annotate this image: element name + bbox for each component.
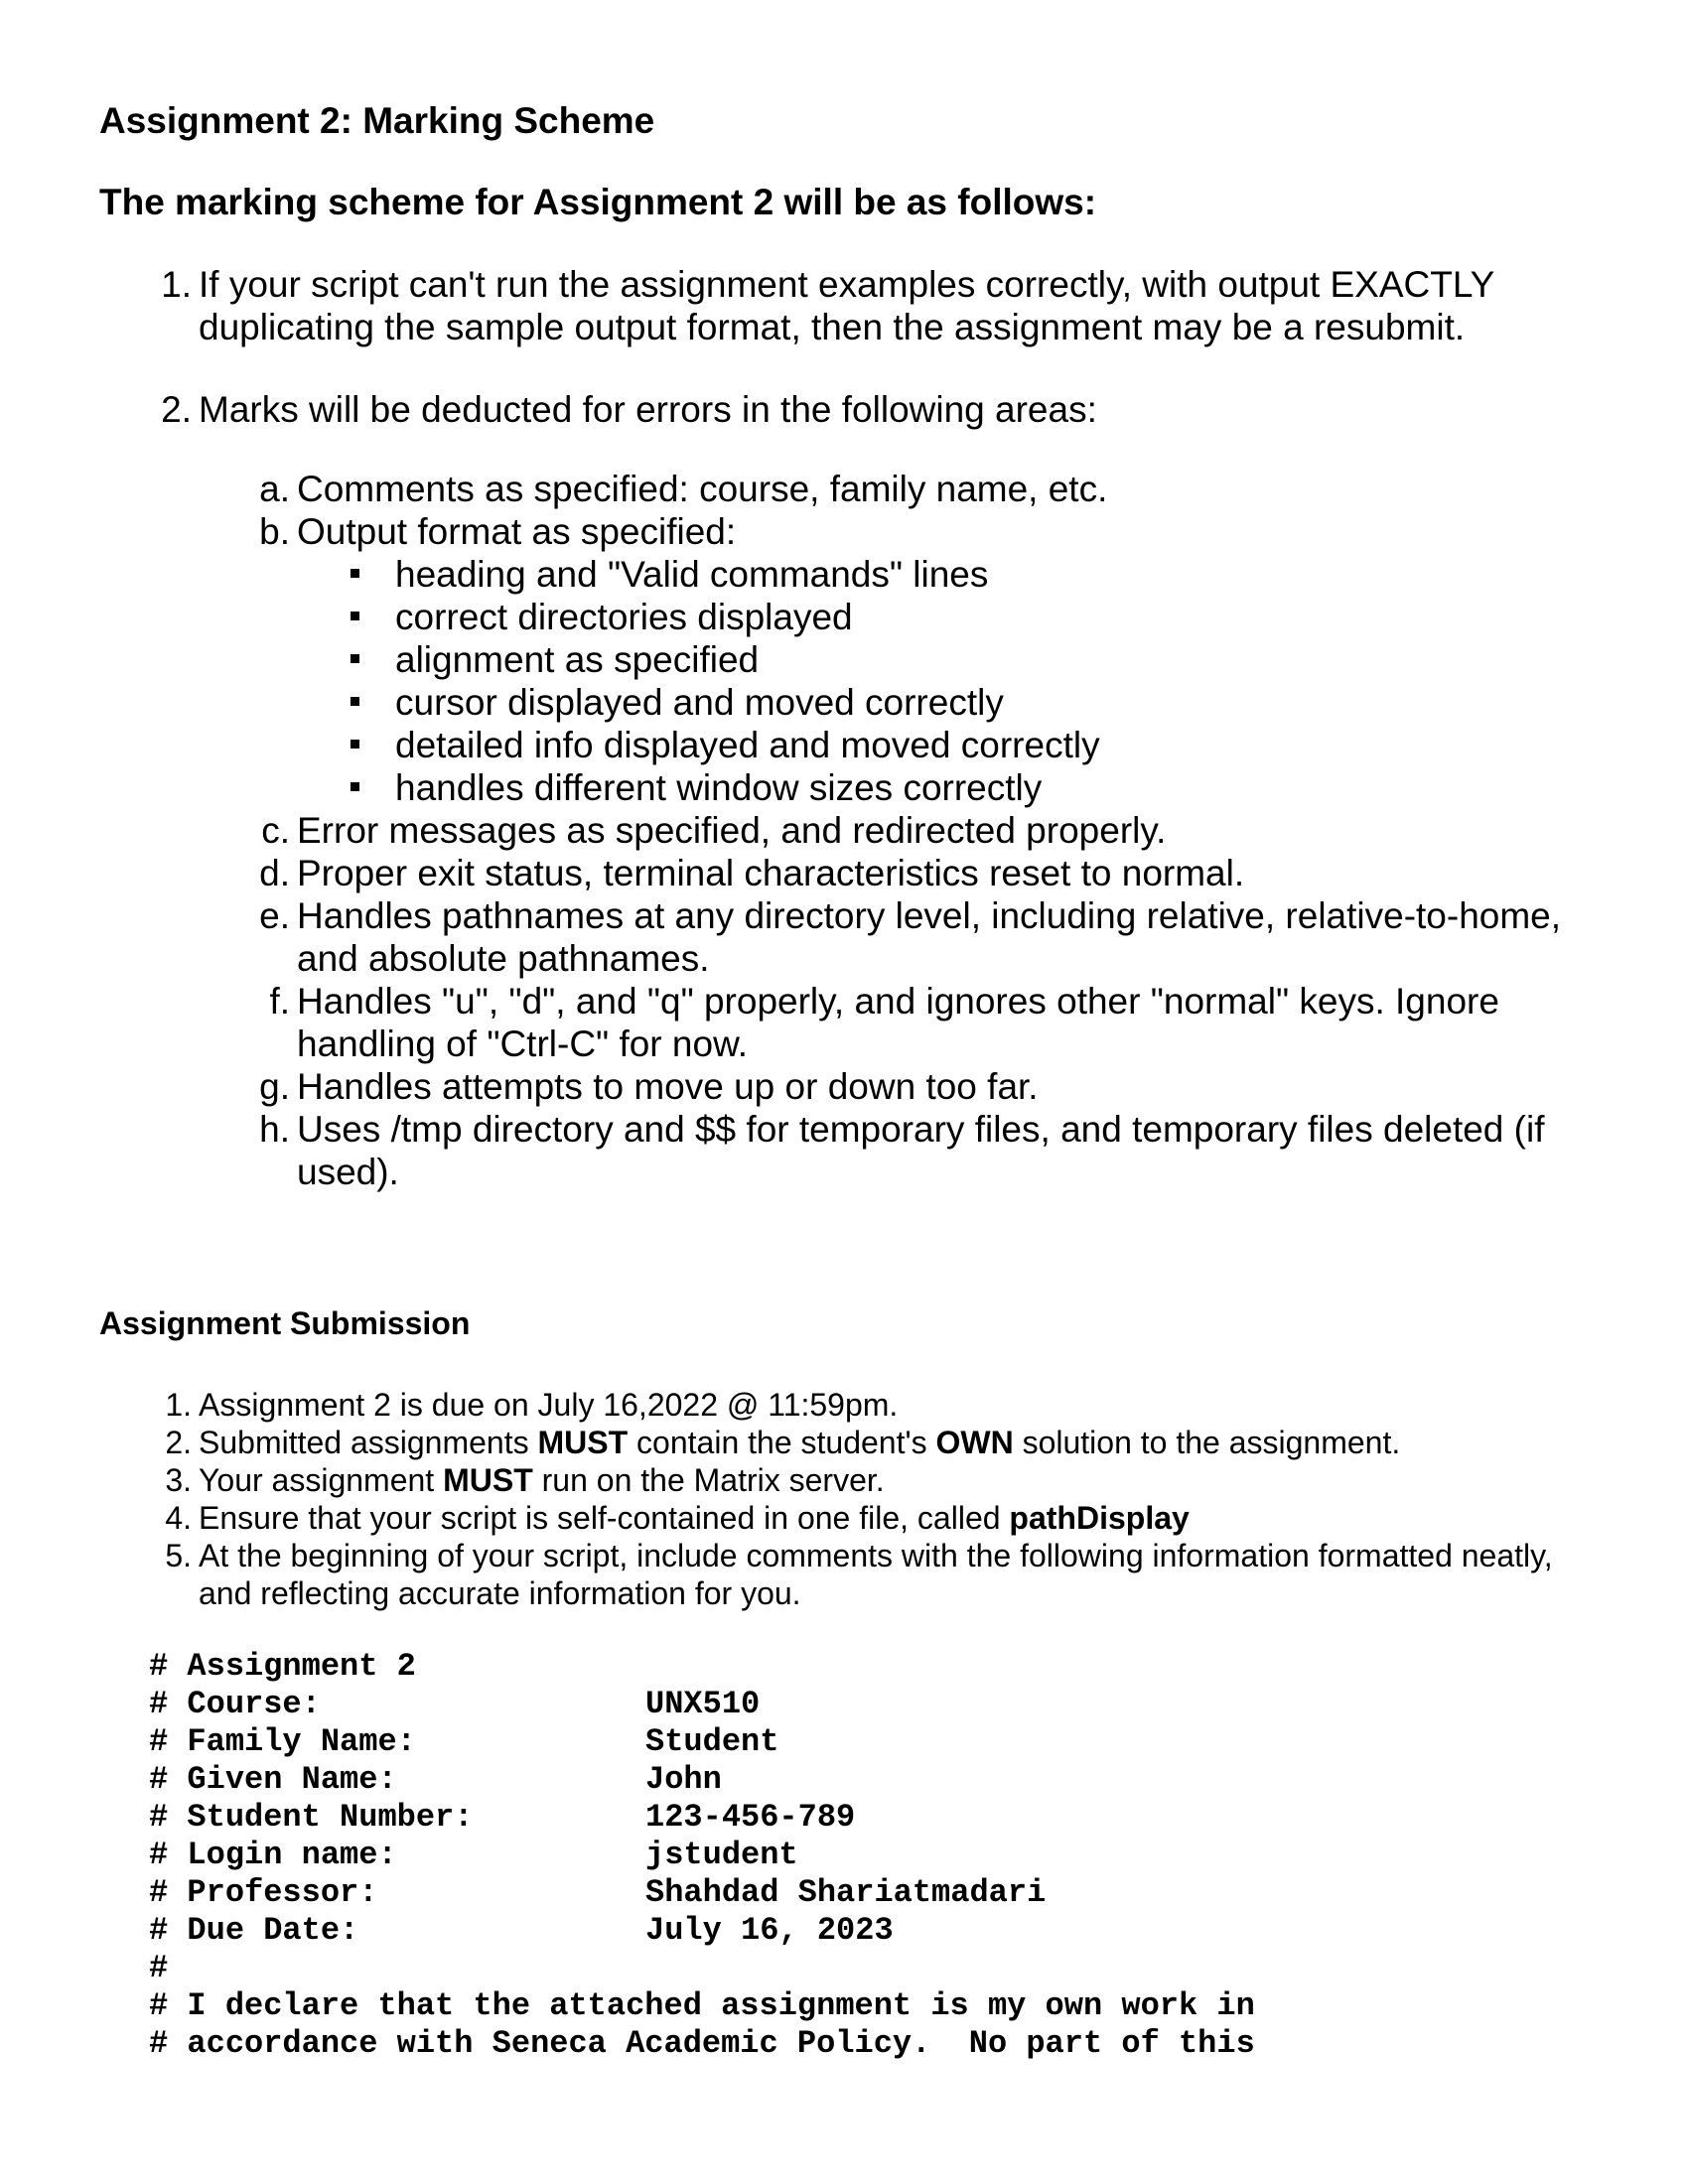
list-item-text: Marks will be deducted for errors in the following areas: <box>199 389 1097 430</box>
submission-item-text: Assignment 2 is due on July 16,2022 @ 11:59pm. <box>199 1387 899 1423</box>
square-bullet-icon <box>351 697 359 706</box>
bullet-item-text: cursor displayed and moved correctly <box>395 682 1004 723</box>
square-bullet-icon <box>351 782 359 791</box>
square-bullet-icon <box>351 569 359 578</box>
page-title: Assignment 2: Marking Scheme <box>99 100 655 141</box>
marking-scheme-intro: The marking scheme for Assignment 2 will be as follows: <box>99 182 1097 222</box>
sub-list-item-text: Comments as specified: course, family name, etc. <box>297 469 1108 509</box>
sub-list-item-text: Handles attempts to move up or down too far. <box>297 1066 1039 1107</box>
submission-item-text: Submitted assignments MUST contain the student's OWN solution to the assignment. <box>199 1425 1401 1460</box>
code-value: July 16, 2023 <box>645 1912 894 1949</box>
submission-item-text: Ensure that your script is self-contained in one file, called pathDisplay <box>199 1500 1190 1536</box>
code-value: jstudent <box>645 1837 798 1873</box>
emphasis-own: OWN <box>935 1425 1014 1460</box>
square-bullet-icon <box>351 740 359 749</box>
emphasis-must: MUST <box>443 1462 533 1498</box>
sub-list-item-text: Error messages as specified, and redirected properly. <box>297 810 1167 851</box>
list-marker: 1. <box>161 264 192 305</box>
submission-item-text: Your assignment MUST run on the Matrix server. <box>199 1462 885 1498</box>
code-line: # Given Name: John <box>149 1761 722 1798</box>
list-marker: 2. <box>161 389 192 430</box>
sub-list-item-text: Handles pathnames at any directory level, including relative, relative-to-home, and absolute pathnames. <box>297 895 1562 979</box>
code-line: # Family Name: Student <box>149 1723 779 1760</box>
sub-list-marker: h. <box>259 1109 290 1150</box>
sub-list-marker: g. <box>259 1066 290 1107</box>
sub-list-marker: f. <box>269 981 290 1022</box>
code-value: Shahdad Shariatmadari <box>645 1874 1047 1911</box>
bullet-item-text: correct directories displayed <box>395 597 853 637</box>
sub-list-item-text: Handles "u", "d", and "q" properly, and ignores other "normal" keys. Ignore handling of "Ctrl-C" for now. <box>297 981 1499 1064</box>
bullet-item-text: heading and "Valid commands" lines <box>395 554 989 595</box>
list-marker: 2. <box>165 1425 192 1460</box>
sub-list-item-text: Proper exit status, terminal characteristics reset to normal. <box>297 853 1245 893</box>
code-line: # I declare that the attached assignment is my own work in <box>149 1987 1255 2024</box>
code-line: # Student Number: 123-456-789 <box>149 1799 856 1836</box>
code-line: # Login name: jstudent <box>149 1837 798 1873</box>
sub-list-item-text: Output format as specified: <box>297 511 737 552</box>
code-value: 123-456-789 <box>645 1799 856 1836</box>
sub-list-marker: d. <box>259 853 290 893</box>
bullet-item-text: alignment as specified <box>395 639 760 680</box>
square-bullet-icon <box>351 612 359 620</box>
submission-item-text: At the beginning of your script, include comments with the following information formatted neatly, and reflecting accurate information for you. <box>199 1538 1553 1611</box>
code-value: UNX510 <box>645 1686 761 1722</box>
sub-list-marker: a. <box>259 469 290 509</box>
list-item-text: If your script can't run the assignment examples correctly, with output EXACTLY duplicating the sample output format, then the assignment may be a resubmit. <box>199 264 1494 347</box>
code-value: John <box>645 1761 722 1798</box>
code-line: # accordance with Seneca Academic Policy. No part of this <box>149 2025 1255 2062</box>
list-marker: 1. <box>165 1387 192 1423</box>
code-value: Student <box>645 1723 779 1760</box>
code-line: # Assignment 2 <box>149 1648 416 1685</box>
sub-list-marker: e. <box>259 895 290 936</box>
bullet-item-text: detailed info displayed and moved correctly <box>395 725 1100 765</box>
list-marker: 4. <box>165 1500 192 1536</box>
sub-list-marker: b. <box>259 511 290 552</box>
bullet-item-text: handles different window sizes correctly <box>395 767 1043 808</box>
code-line: # Due Date: July 16, 2023 <box>149 1912 894 1949</box>
submission-heading: Assignment Submission <box>99 1305 471 1341</box>
script-filename: pathDisplay <box>1009 1500 1190 1536</box>
code-line: # <box>149 1950 169 1986</box>
square-bullet-icon <box>351 654 359 663</box>
code-line: # Course: UNX510 <box>149 1686 761 1722</box>
list-marker: 5. <box>165 1538 192 1573</box>
emphasis-must: MUST <box>537 1425 629 1460</box>
list-marker: 3. <box>165 1462 192 1498</box>
code-line: # Professor: Shahdad Shariatmadari <box>149 1874 1047 1911</box>
sub-list-marker: c. <box>261 810 290 851</box>
sub-list-item-text: Uses /tmp directory and $$ for temporary files, and temporary files deleted (if used). <box>297 1109 1545 1192</box>
